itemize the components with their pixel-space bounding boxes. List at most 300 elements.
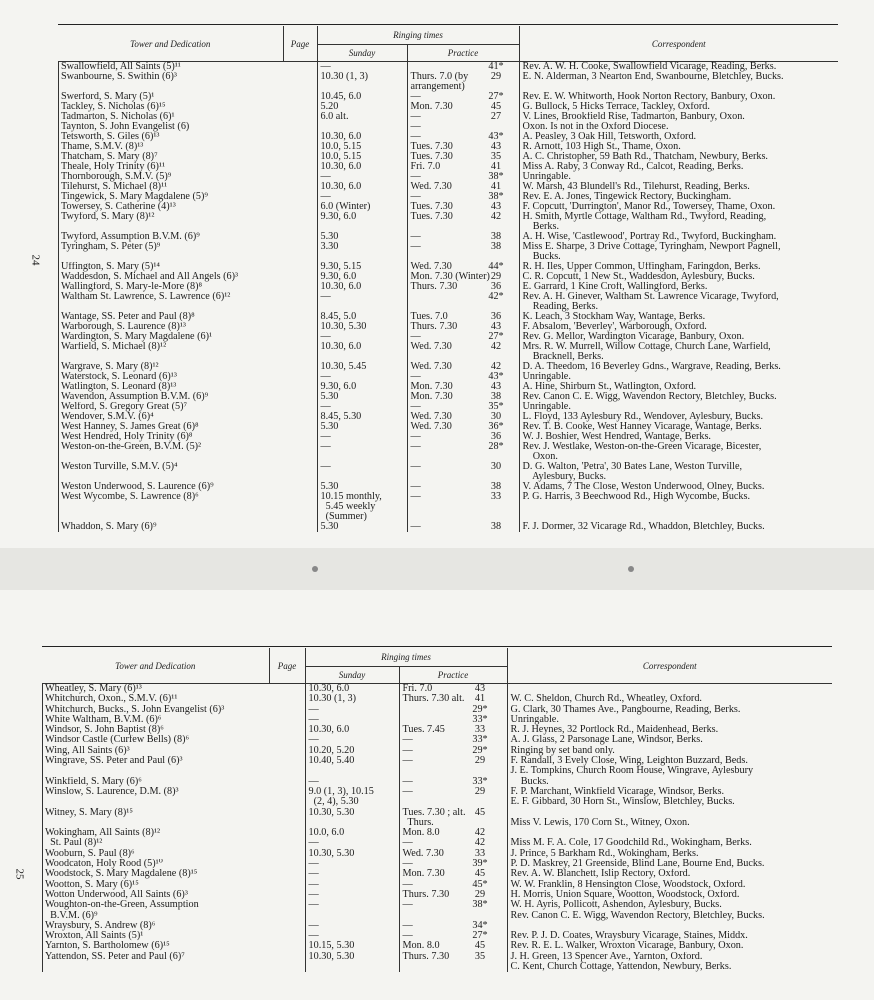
correspondent-cell: Bucks. — [507, 777, 832, 787]
table-row — [58, 492, 838, 502]
header-ringing: Ringing times — [305, 648, 507, 667]
tower-cell: Whitchurch, Oxon., S.M.V. (6)¹¹ — [45, 694, 178, 705]
tower-cell: Tackley, S. Nicholas (6)¹⁵ — [61, 102, 166, 112]
tower-cell: Wheatley, S. Mary (6)¹³ — [45, 683, 142, 694]
tower-cell: Twyford, Assumption B.V.M. (6)⁹ — [61, 232, 200, 242]
correspondent-cell: E. F. Gibbard, 30 Horn St., Winslow, Bletchley, Bucks. — [507, 797, 832, 807]
tower-cell: Wotton Underwood, All Saints (6)³ — [45, 889, 188, 900]
page-cell — [58, 82, 874, 92]
practice-cell: — — [399, 838, 507, 848]
page-cell: 35 — [42, 952, 874, 962]
table-row — [58, 212, 838, 222]
page-cell: 29* — [42, 705, 874, 715]
correspondent-cell: E. Garrard, 1 Kine Croft, Wallingford, Berks. — [519, 282, 838, 292]
sunday-cell: — — [305, 869, 399, 879]
tower-cell: Waddesdon, S. Michael and All Angels (6)³ — [61, 272, 239, 282]
page-cell: 35* — [58, 402, 874, 412]
correspondent-cell: C. Kent, Church Cottage, Yattendon, Newbury, Berks. — [507, 962, 832, 972]
practice-cell: — — [399, 900, 507, 910]
page-cell: 44* — [58, 262, 874, 272]
tower-cell: Twyford, S. Mary (8)¹² — [61, 212, 155, 222]
tower-cell: Waltham St. Lawrence, S. Lawrence (6)¹² — [61, 292, 231, 302]
correspondent-cell: Rev. P. J. D. Coates, Wraysbury Vicarage, Staines, Middx. — [507, 931, 832, 941]
correspondent-cell: Ringing by set band only. — [507, 746, 832, 756]
tower-cell: Thatcham, S. Mary (8)⁷ — [61, 152, 158, 162]
table-row — [58, 512, 838, 522]
table-row — [58, 152, 838, 162]
table-row — [58, 202, 838, 212]
table-row — [58, 362, 838, 372]
tower-cell: Woodcaton, Holy Rood (5)¹⁰ — [45, 859, 163, 870]
tower-cell: Wing, All Saints (6)³ — [45, 745, 130, 756]
practice-cell: — — [399, 777, 507, 787]
sunday-cell: 5.30 — [317, 232, 407, 242]
table-row — [58, 472, 838, 482]
correspondent-cell: Rev. R. E. L. Walker, Wroxton Vicarage, Banbury, Oxon. — [507, 941, 832, 951]
table-row — [58, 172, 838, 182]
correspondent-cell: Berks. — [519, 222, 838, 232]
tower-cell: Swallowfield, All Saints (5)¹¹ — [61, 61, 181, 72]
page-cell — [58, 252, 874, 262]
table-row — [58, 332, 838, 342]
page-cell — [58, 512, 874, 522]
page-cell: 42* — [58, 292, 874, 302]
sunday-cell: — — [317, 442, 407, 452]
table-row — [42, 766, 832, 776]
practice-cell: Mon. 7.30 — [407, 102, 519, 112]
practice-cell: — — [399, 756, 507, 766]
correspondent-cell: D. A. Theedom, 16 Beverley Gdns., Wargrave, Reading, Berks. — [519, 362, 838, 372]
practice-cell: — — [407, 172, 519, 182]
practice-cell: Mon. 8.0 — [399, 941, 507, 951]
table-row — [42, 952, 832, 962]
tower-cell: Windsor Castle (Curfew Bells) (8)⁶ — [45, 735, 190, 746]
correspondent-cell: Oxon. — [519, 452, 838, 462]
page-cell: 38 — [58, 392, 874, 402]
sunday-cell: 10.30, 6.0 — [305, 684, 399, 695]
register-table-top — [58, 26, 838, 532]
practice-cell: Wed. 7.30 — [407, 422, 519, 432]
tower-cell: Wavendon, Assumption B.V.M. (6)⁹ — [61, 392, 209, 402]
sunday-cell: — — [317, 432, 407, 442]
correspondent-cell: Rev. J. Westlake, Weston-on-the-Green Vicarage, Bicester, — [519, 442, 838, 452]
sunday-cell: — — [305, 890, 399, 900]
correspondent-cell: J. E. Tompkins, Church Room House, Wingrave, Aylesbury — [507, 766, 832, 776]
header-tower: Tower and Dedication — [130, 38, 211, 49]
sunday-cell: 10.30, 6.0 — [317, 342, 407, 352]
correspondent-cell: W. Marsh, 43 Blundell's Rd., Tilehurst, Reading, Berks. — [519, 182, 838, 192]
table-row — [42, 838, 832, 848]
correspondent-cell: Miss V. Lewis, 170 Corn St., Witney, Oxon. — [507, 818, 832, 828]
table-row — [42, 705, 832, 715]
correspondent-cell: W. H. Ayris, Pollicott, Ashendon, Aylesbury, Bucks. — [507, 900, 832, 910]
practice-cell: — — [407, 92, 519, 102]
page-cell: 38 — [58, 482, 874, 492]
tower-cell: Winkfield, S. Mary (6)⁶ — [45, 776, 142, 787]
correspondent-cell: Rev. A. W. Blanchett, Islip Rectory, Oxford. — [507, 869, 832, 879]
table-row — [42, 694, 832, 704]
practice-cell: Wed. 7.30 — [407, 342, 519, 352]
sunday-cell: 10.30 (1, 3) — [317, 72, 407, 82]
correspondent-cell: F. Absalom, 'Beverley', Warborough, Oxford. — [519, 322, 838, 332]
table-row — [58, 82, 838, 92]
practice-cell: — — [399, 787, 507, 797]
sunday-cell: 9.0 (1, 3), 10.15 — [305, 787, 399, 797]
table-row — [58, 92, 838, 102]
table-row — [42, 797, 832, 807]
header-ringing: Ringing times — [317, 26, 519, 45]
page-cell: 41 — [58, 162, 874, 172]
practice-cell: — — [399, 735, 507, 745]
page-cell — [42, 911, 874, 921]
gap-mark — [628, 566, 634, 572]
practice-cell: arrangement) — [407, 82, 519, 92]
table-row — [58, 272, 838, 282]
practice-cell: Mon. 7.30 — [407, 392, 519, 402]
table-row — [58, 102, 838, 112]
sunday-cell: 10.30, 6.0 — [317, 132, 407, 142]
practice-cell: — — [407, 372, 519, 382]
correspondent-cell: A. J. Glass, 2 Parsonage Lane, Windsor, Berks. — [507, 735, 832, 745]
correspondent-cell: Bucks. — [519, 252, 838, 262]
tower-cell: Thame, S.M.V. (8)¹³ — [61, 142, 144, 152]
practice-cell: Tues. 7.30 ; alt. — [399, 808, 507, 818]
page-number: 25 — [13, 868, 26, 880]
tower-cell: Yattendon, SS. Peter and Paul (6)⁷ — [45, 951, 185, 962]
page-cell — [42, 797, 874, 807]
practice-cell: Thurs. 7.30 — [399, 890, 507, 900]
table-row — [58, 72, 838, 82]
sunday-cell: (Summer) — [317, 512, 407, 522]
sunday-cell: (2, 4), 5.30 — [305, 797, 399, 807]
header-page: Page — [269, 648, 305, 684]
page-cell: 39* — [42, 859, 874, 869]
page-cell: 38* — [42, 900, 874, 910]
practice-cell: — — [399, 859, 507, 869]
practice-cell: — — [407, 462, 519, 472]
correspondent-cell: W. J. Boshier, West Hendred, Wantage, Berks. — [519, 432, 838, 442]
table-row — [58, 372, 838, 382]
header-practice: Practice — [407, 45, 519, 62]
tower-cell: Wardington, S. Mary Magdalene (6)¹ — [61, 332, 213, 342]
page-cell: 33* — [42, 715, 874, 725]
table-row — [42, 849, 832, 859]
sunday-cell: — — [305, 859, 399, 869]
sunday-cell: — — [305, 838, 399, 848]
table-row — [42, 859, 832, 869]
page-cell: 38 — [58, 242, 874, 252]
table-row — [42, 818, 832, 828]
table-row — [58, 62, 838, 73]
page-cell — [58, 302, 874, 312]
practice-cell: — — [407, 132, 519, 142]
page-cell: 36 — [58, 312, 874, 322]
tower-cell: Taynton, S. John Evangelist (6) — [61, 122, 190, 132]
tower-cell: Wokingham, All Saints (8)¹² — [45, 828, 161, 839]
correspondent-cell: Miss M. F. A. Cole, 17 Goodchild Rd., Wokingham, Berks. — [507, 838, 832, 848]
page-cell: 27* — [58, 332, 874, 342]
table-row — [58, 262, 838, 272]
table-row — [58, 182, 838, 192]
correspondent-cell: Unringable. — [519, 172, 838, 182]
practice-cell: Tues. 7.45 — [399, 725, 507, 735]
table-row — [58, 232, 838, 242]
page-cell: 42 — [42, 838, 874, 848]
page-cell — [42, 766, 874, 776]
sunday-cell: — — [317, 192, 407, 202]
practice-cell: Tues. 7.30 — [407, 142, 519, 152]
sunday-cell: 5.30 — [317, 422, 407, 432]
table-row — [58, 242, 838, 252]
tower-cell: Weston Underwood, S. Laurence (6)⁹ — [61, 482, 214, 492]
correspondent-cell: H. Smith, Myrtle Cottage, Waltham Rd., Twyford, Reading, — [519, 212, 838, 222]
sunday-cell: 10.30, 5.30 — [305, 952, 399, 962]
table-row — [42, 756, 832, 766]
table-row — [42, 890, 832, 900]
table-row — [58, 142, 838, 152]
page-cell — [58, 122, 874, 132]
tower-cell: Wraysbury, S. Andrew (8)⁶ — [45, 920, 156, 931]
correspondent-cell: L. Floyd, 133 Aylesbury Rd., Wendover, Aylesbury, Bucks. — [519, 412, 838, 422]
tower-cell: Warborough, S. Laurence (8)¹³ — [61, 322, 186, 332]
table-row — [58, 422, 838, 432]
sunday-cell: 10.30, 6.0 — [317, 182, 407, 192]
table-row — [58, 482, 838, 492]
practice-cell: Mon. 7.30 (Winter) — [407, 272, 519, 282]
correspondent-cell: V. Lines, Brookfield Rise, Tadmarton, Banbury, Oxon. — [519, 112, 838, 122]
tower-cell: West Hanney, S. James Great (6)⁸ — [61, 422, 199, 432]
practice-cell: Tues. 7.30 — [407, 212, 519, 222]
tower-cell: Theale, Holy Trinity (6)¹¹ — [61, 162, 166, 172]
tower-cell: Wantage, SS. Peter and Paul (8)⁸ — [61, 312, 195, 322]
sunday-cell: — — [305, 705, 399, 715]
page-cell: 27* — [42, 931, 874, 941]
sunday-cell: 5.20 — [317, 102, 407, 112]
sunday-cell: 10.0, 6.0 — [305, 828, 399, 838]
table-row — [42, 941, 832, 951]
practice-cell: — — [407, 442, 519, 452]
table-row — [58, 522, 838, 532]
page-cell: 29 — [42, 787, 874, 797]
table-row — [42, 777, 832, 787]
sunday-cell: 10.40, 5.40 — [305, 756, 399, 766]
correspondent-cell: Mrs. R. W. Murrell, Willow Cottage, Church Lane, Warfield, — [519, 342, 838, 352]
page-cell — [58, 352, 874, 362]
correspondent-cell: Rev. G. Mellor, Wardington Vicarage, Banbury, Oxon. — [519, 332, 838, 342]
page-cell: 28* — [58, 442, 874, 452]
table-row — [58, 502, 838, 512]
page-cell: 42 — [58, 212, 874, 222]
sunday-cell: 10.45, 6.0 — [317, 92, 407, 102]
table-row — [42, 735, 832, 745]
practice-cell: Thurs. 7.30 — [407, 322, 519, 332]
table-row — [58, 252, 838, 262]
correspondent-cell: Unringable. — [507, 715, 832, 725]
correspondent-cell: Unringable. — [519, 402, 838, 412]
page-cell: 36* — [58, 422, 874, 432]
page-cell — [42, 962, 874, 972]
correspondent-cell: Rev. Canon C. E. Wigg, Wavendon Rectory, Bletchley, Bucks. — [507, 911, 832, 921]
tower-cell: Tyringham, S. Peter (5)⁹ — [61, 242, 161, 252]
correspondent-cell: Unringable. — [519, 372, 838, 382]
page-cell: 33 — [42, 849, 874, 859]
correspondent-cell: E. N. Alderman, 3 Nearton End, Swanbourne, Bletchley, Bucks. — [519, 72, 838, 82]
page-cell: 42 — [58, 362, 874, 372]
sunday-cell: 10.0, 5.15 — [317, 142, 407, 152]
header-correspondent: Correspondent — [507, 648, 832, 684]
practice-cell: Thurs. — [399, 818, 507, 828]
table-row — [58, 302, 838, 312]
correspondent-cell: R. J. Heynes, 32 Portlock Rd., Maidenhead, Berks. — [507, 725, 832, 735]
correspondent-cell: K. Leach, 3 Stockham Way, Wantage, Berks. — [519, 312, 838, 322]
sunday-cell: 10.30, 5.30 — [305, 808, 399, 818]
correspondent-cell: Oxon. Is not in the Oxford Diocese. — [519, 122, 838, 132]
table-row — [42, 880, 832, 890]
practice-cell: — — [407, 122, 519, 132]
page-cell: 45* — [42, 880, 874, 890]
page-cell — [58, 472, 874, 482]
page-cell: 41* — [58, 62, 874, 72]
page-cell: 38 — [58, 522, 874, 532]
page-cell: 43* — [58, 372, 874, 382]
header-correspondent: Correspondent — [519, 26, 838, 62]
tower-cell: Swanbourne, S. Swithin (6)³ — [61, 72, 177, 82]
table-row — [42, 746, 832, 756]
sunday-cell: — — [317, 62, 407, 73]
correspondent-cell: W. W. Franklin, 8 Hensington Close, Woodstock, Oxford. — [507, 880, 832, 890]
table-row — [42, 911, 832, 921]
correspondent-cell: A. Peasley, 3 Oak Hill, Tetsworth, Oxford. — [519, 132, 838, 142]
correspondent-cell: Rev. T. B. Cooke, West Hanney Vicarage, Wantage, Berks. — [519, 422, 838, 432]
practice-cell: — — [407, 482, 519, 492]
practice-cell: — — [407, 192, 519, 202]
practice-cell: — — [399, 921, 507, 931]
sunday-cell: 5.45 weekly — [317, 502, 407, 512]
sunday-cell: — — [317, 332, 407, 342]
sunday-cell: — — [317, 462, 407, 472]
correspondent-cell: Rev. A. W. H. Cooke, Swallowfield Vicarage, Reading, Berks. — [519, 62, 838, 73]
page-cell: 33* — [42, 777, 874, 787]
correspondent-cell: A. H. Wise, 'Castlewood', Portray Rd., Twyford, Buckingham. — [519, 232, 838, 242]
tower-cell: Weston-on-the-Green, B.V.M. (5)² — [61, 442, 202, 452]
tower-cell: Wargrave, S. Mary (8)¹² — [61, 362, 159, 372]
sunday-cell: — — [305, 900, 399, 910]
table-row — [58, 322, 838, 332]
top-rule — [42, 646, 832, 647]
correspondent-cell: J. Prince, 5 Barkham Rd., Wokingham, Berks. — [507, 849, 832, 859]
correspondent-cell: Reading, Berks. — [519, 302, 838, 312]
page-cell: 38* — [58, 192, 874, 202]
page-cell — [58, 222, 874, 232]
page-cell — [42, 818, 874, 828]
page-cell: 43* — [58, 132, 874, 142]
table-row — [42, 787, 832, 797]
tower-cell: White Waltham, B.V.M. (6)⁶ — [45, 714, 162, 725]
practice-cell: Mon. 8.0 — [399, 828, 507, 838]
sunday-cell: — — [317, 172, 407, 182]
sunday-cell: — — [317, 402, 407, 412]
header-practice: Practice — [399, 667, 507, 684]
practice-cell: Wed. 7.30 — [407, 182, 519, 192]
correspondent-cell: V. Adams, 7 The Close, Weston Underwood, Olney, Bucks. — [519, 482, 838, 492]
table-row — [42, 828, 832, 838]
correspondent-cell: F. P. Marchant, Winkfield Vicarage, Windsor, Berks. — [507, 787, 832, 797]
correspondent-cell: Aylesbury, Bucks. — [519, 472, 838, 482]
tower-cell: Towersey, S. Catherine (4)¹³ — [61, 202, 176, 212]
tower-cell: Welford, S. Gregory Great (5)⁷ — [61, 402, 188, 412]
sunday-cell: 10.30, 5.30 — [305, 849, 399, 859]
tower-cell: West Wycombe, S. Lawrence (8)⁶ — [61, 492, 199, 502]
page-cell: 29* — [42, 746, 874, 756]
sunday-cell: — — [305, 777, 399, 787]
page-cell — [58, 452, 874, 462]
correspondent-cell: Rev. E. W. Whitworth, Hook Norton Rectory, Banbury, Oxon. — [519, 92, 838, 102]
tower-cell: Wooburn, S. Paul (8)⁶ — [45, 848, 135, 859]
practice-cell: — — [407, 402, 519, 412]
register-table-bottom — [42, 648, 832, 972]
page-cell: 33 — [42, 725, 874, 735]
sunday-cell: 10.30, 6.0 — [317, 282, 407, 292]
page-cell: 43 — [58, 322, 874, 332]
table-row — [58, 122, 838, 132]
practice-cell: Fri. 7.0 — [407, 162, 519, 172]
table-row — [58, 462, 838, 472]
page-cell: 43 — [42, 684, 874, 694]
sunday-cell: 10.30 (1, 3) — [305, 694, 399, 704]
sunday-cell: 9.30, 6.0 — [317, 272, 407, 282]
correspondent-cell: A. Hine, Shirburn St., Watlington, Oxford. — [519, 382, 838, 392]
page-cell: 29 — [58, 272, 874, 282]
page-cell: 36 — [58, 282, 874, 292]
page-cell: 38* — [58, 172, 874, 182]
table-row — [58, 292, 838, 302]
practice-cell: — — [407, 432, 519, 442]
correspondent-cell: G. Bullock, 5 Hicks Terrace, Tackley, Oxford. — [519, 102, 838, 112]
page-cell: 43 — [58, 382, 874, 392]
tower-cell: Windsor, S. John Baptist (8)⁶ — [45, 725, 164, 736]
sunday-cell: 10.30, 6.0 — [305, 725, 399, 735]
correspondent-cell: R. Arnott, 103 High St., Thame, Oxon. — [519, 142, 838, 152]
tower-cell: Uffington, S. Mary (5)¹⁴ — [61, 262, 160, 272]
sunday-cell: — — [305, 735, 399, 745]
page-cell: 42 — [58, 342, 874, 352]
practice-cell: — — [399, 880, 507, 890]
tower-cell: Woodstock, S. Mary Magdalene (8)¹⁵ — [45, 869, 198, 880]
correspondent-cell: W. C. Sheldon, Church Rd., Wheatley, Oxford. — [507, 694, 832, 704]
correspondent-cell: G. Clark, 30 Thames Ave., Pangbourne, Reading, Berks. — [507, 705, 832, 715]
page-gap — [0, 548, 874, 590]
correspondent-cell: Rev. E. A. Jones, Tingewick Rectory, Buckingham. — [519, 192, 838, 202]
practice-cell: Wed. 7.30 — [407, 262, 519, 272]
table-row — [58, 392, 838, 402]
practice-cell: Mon. 7.30 — [399, 869, 507, 879]
page-cell: 27* — [58, 92, 874, 102]
sunday-cell: 5.30 — [317, 392, 407, 402]
correspondent-cell: Bracknell, Berks. — [519, 352, 838, 362]
table-row — [58, 192, 838, 202]
table-row — [58, 112, 838, 122]
tower-cell: Witney, S. Mary (8)¹⁵ — [45, 807, 133, 818]
correspondent-cell: P. G. Harris, 3 Beechwood Rd., High Wycombe, Bucks. — [519, 492, 838, 502]
tower-cell: Tingewick, S. Mary Magdalene (5)⁹ — [61, 192, 208, 202]
sunday-cell: — — [305, 880, 399, 890]
table-row — [42, 962, 832, 972]
practice-cell: — — [407, 112, 519, 122]
practice-cell: Tues. 7.30 — [407, 202, 519, 212]
practice-cell: Wed. 7.30 — [407, 362, 519, 372]
sunday-cell: — — [317, 372, 407, 382]
tower-cell: Wroxton, All Saints (5)¹ — [45, 931, 144, 942]
